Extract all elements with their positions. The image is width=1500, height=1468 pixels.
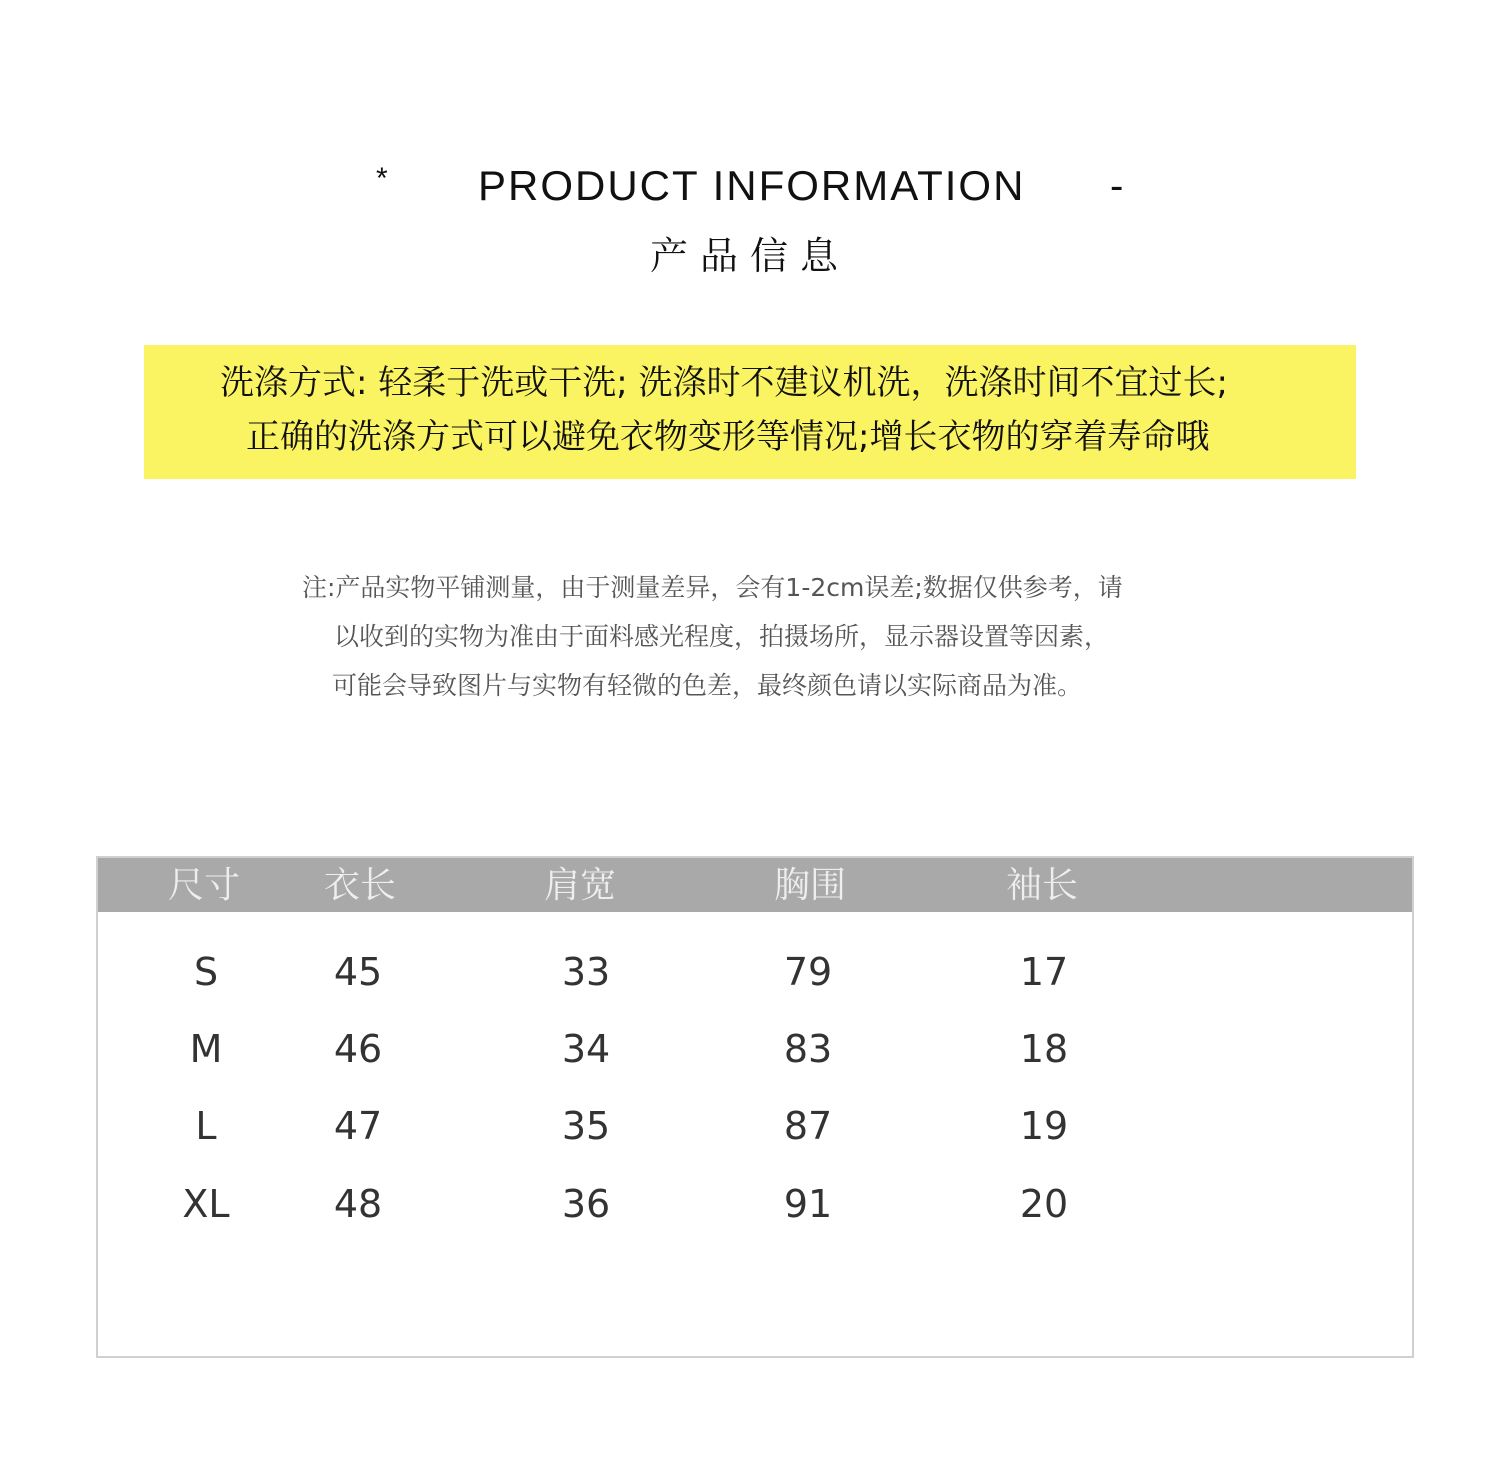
column-header-length: 衣长 [324,865,397,906]
table-cell-length: 45 [333,950,383,994]
washing-instructions-banner [144,345,1356,479]
column-header-size: 尺寸 [168,865,241,906]
washing-instructions-line-2: 正确的洗涤方式可以避免衣物变形等情况;增长衣物的穿着寿命哦 [246,417,1210,457]
size-chart-table [96,856,1414,1358]
table-cell-length: 47 [333,1104,383,1148]
measurement-note-line-1: 注:产品实物平铺测量，由于测量差异，会有1-2cm误差;数据仅供参考，请 [302,573,1123,602]
washing-instructions-line-1: 洗涤方式: 轻柔于洗或干洗; 洗涤时不建议机洗，洗涤时间不宜过长; [220,363,1228,403]
table-cell-size: XL [182,1182,230,1226]
product-information-title-cn: 产品信息 [650,234,851,278]
table-cell-sleeve: 18 [1019,1027,1069,1071]
table-cell-length: 46 [333,1027,383,1071]
table-cell-size: L [195,1104,217,1148]
measurement-note-line-2: 以收到的实物为准由于面料感光程度，拍摄场所，显示器设置等因素， [334,622,1110,651]
table-cell-length: 48 [333,1182,383,1226]
table-cell-shoulder: 36 [561,1182,611,1226]
table-cell-chest: 83 [783,1027,833,1071]
column-header-shoulder: 肩宽 [544,865,617,906]
table-cell-sleeve: 19 [1019,1104,1069,1148]
product-information-title: PRODUCT INFORMATION [478,162,1026,209]
table-cell-shoulder: 35 [561,1104,611,1148]
size-chart-header [98,858,1412,912]
table-cell-chest: 91 [783,1182,833,1226]
measurement-note-line-3: 可能会导致图片与实物有轻微的色差，最终颜色请以实际商品为准。 [332,671,1083,700]
table-cell-sleeve: 17 [1019,950,1069,994]
dash-decoration: - [1110,164,1124,208]
table-cell-shoulder: 33 [561,950,611,994]
table-cell-shoulder: 34 [561,1027,611,1071]
table-cell-chest: 87 [783,1104,833,1148]
table-cell-chest: 79 [783,950,833,994]
asterisk-decoration: * [376,162,388,195]
table-cell-size: M [189,1027,223,1071]
column-header-chest: 胸围 [774,865,847,906]
column-header-sleeve: 袖长 [1006,865,1079,906]
table-cell-size: S [193,950,219,994]
table-cell-sleeve: 20 [1019,1182,1069,1226]
